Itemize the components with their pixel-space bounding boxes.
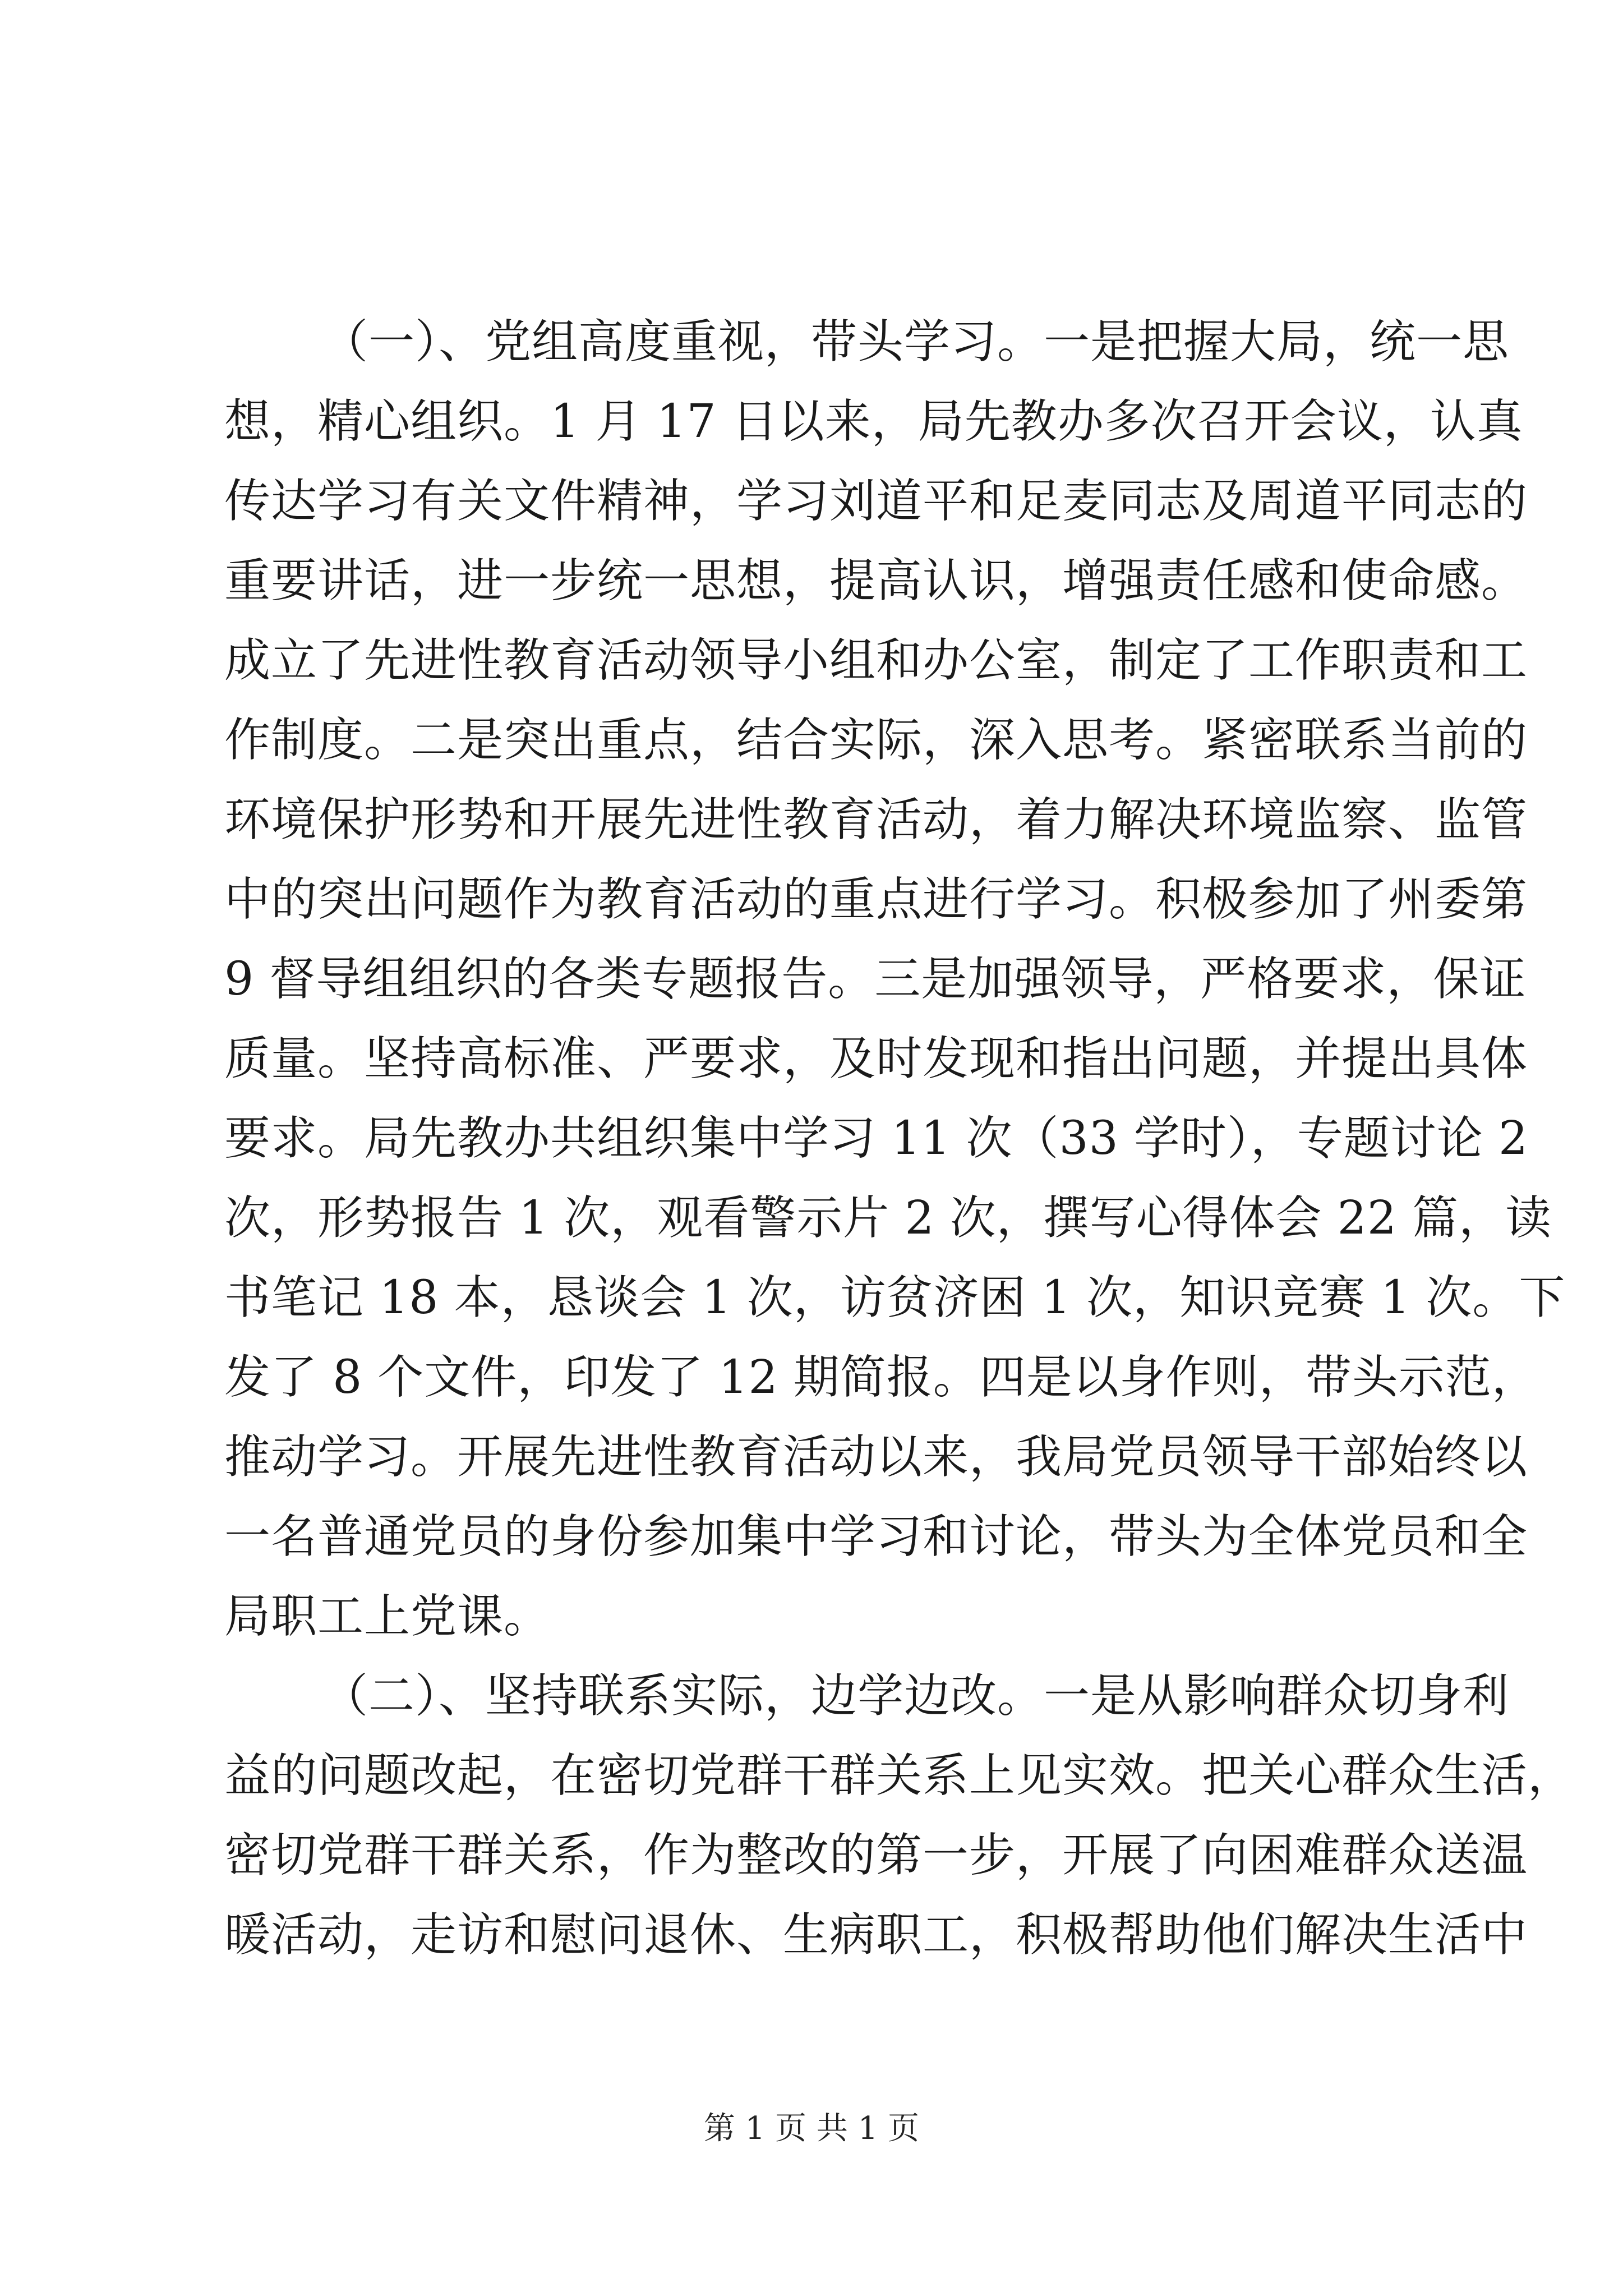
text-line: 9 督导组组织的各类专题报告。三是加强领导，严格要求，保证 <box>224 953 1527 1006</box>
text-line: 次，形势报告 1 次，观看警示片 2 次，撰写心得体会 22 篇，读 <box>224 1191 1552 1245</box>
text-line: 质量。坚持高标准、严要求，及时发现和指出问题，并提出具体 <box>224 1032 1528 1085</box>
text-line: 传达学习有关文件精神，学习刘道平和足麦同志及周道平同志的 <box>224 475 1528 528</box>
text-line: 暖活动，走访和慰问退休、生病职工，积极帮助他们解决生活中 <box>224 1908 1528 1962</box>
text-line: 中的突出问题作为教育活动的重点进行学习。积极参加了州委第 <box>224 873 1528 926</box>
text-line: 益的问题改起，在密切党群干群关系上见实效。把关心群众生活， <box>224 1749 1575 1802</box>
text-line: 要求。局先教办共组织集中学习 11 次（33 学时），专题讨论 2 <box>224 1112 1529 1165</box>
text-line: 密切党群干群关系，作为整改的第一步，开展了向困难群众送温 <box>224 1829 1528 1882</box>
text-line: （一）、党组高度重视，带头学习。一是把握大局，统一思 <box>322 315 1510 369</box>
page-footer: 第 1 页 共 1 页 <box>703 2110 920 2147</box>
text-line: 发了 8 个文件，印发了 12 期简报。四是以身作则，带头示范， <box>224 1351 1538 1404</box>
text-line: 作制度。二是突出重点，结合实际，深入思考。紧密联系当前的 <box>224 714 1528 767</box>
text-line: 书笔记 18 本，恳谈会 1 次，访贫济困 1 次，知识竞赛 1 次。下 <box>224 1271 1566 1324</box>
text-line: 重要讲话，进一步统一思想，提高认识，增强责任感和使命感。 <box>224 554 1528 608</box>
text-line: 推动学习。开展先进性教育活动以来，我局党员领导干部始终以 <box>224 1430 1528 1484</box>
text-line: 一名普通党员的身份参加集中学习和讨论，带头为全体党员和全 <box>224 1510 1528 1563</box>
text-line: （二）、坚持联系实际，边学边改。一是从影响群众切身利 <box>322 1669 1510 1723</box>
text-line: 想，精心组织。1 月 17 日以来，局先教办多次召开会议，认真 <box>224 395 1523 448</box>
text-line: 局职工上党课。 <box>224 1590 551 1643</box>
text-line: 成立了先进性教育活动领导小组和办公室，制定了工作职责和工 <box>224 634 1528 687</box>
text-line: 环境保护形势和开展先进性教育活动，着力解决环境监察、监管 <box>224 793 1528 846</box>
